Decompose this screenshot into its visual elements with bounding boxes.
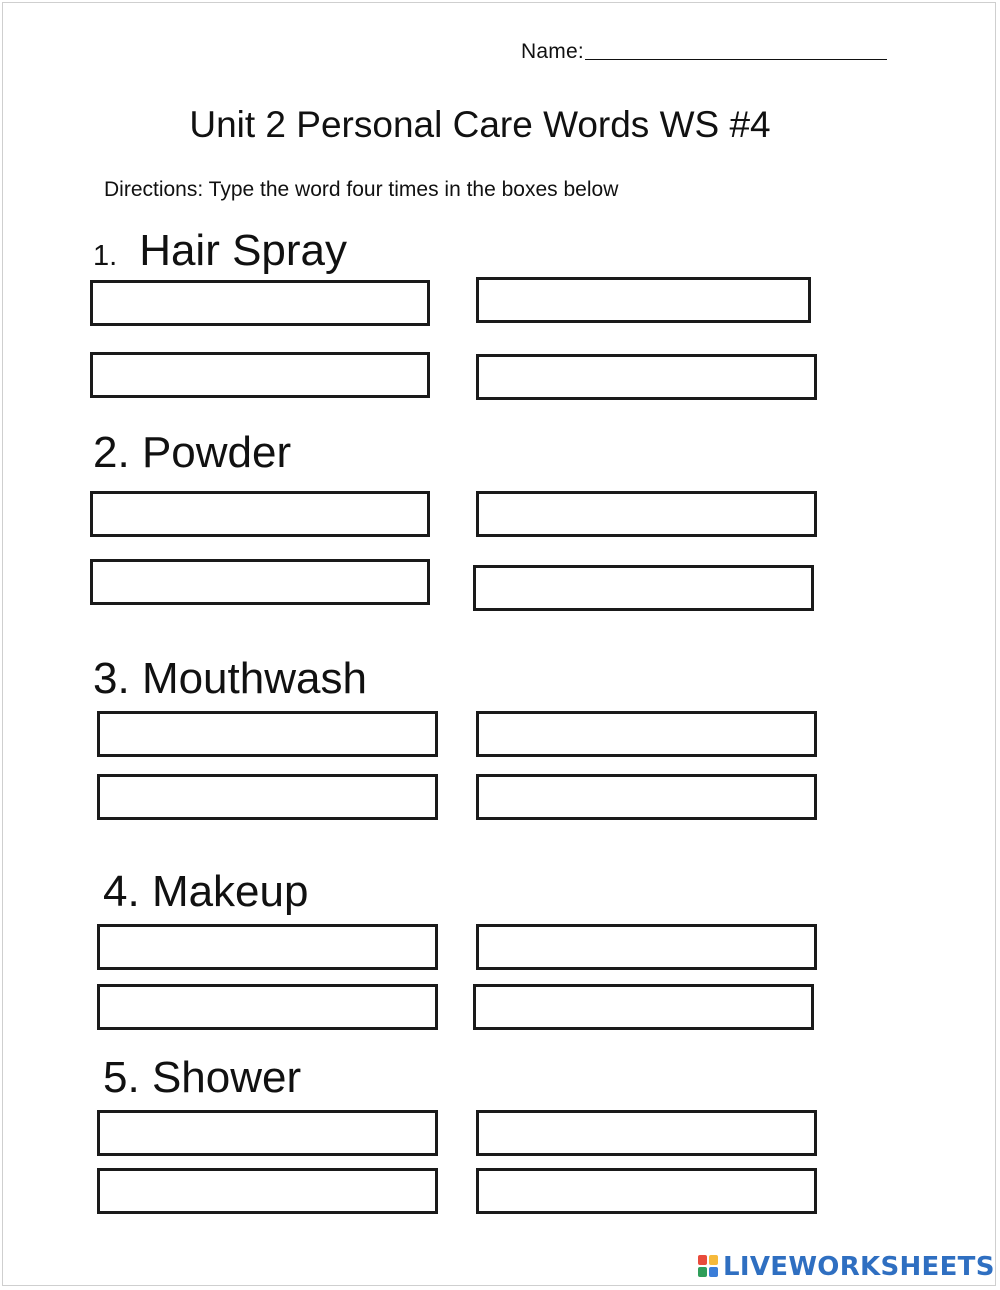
word-number: 1. (93, 240, 118, 272)
word-text: Mouthwash (141, 654, 367, 703)
answer-box-3-4[interactable] (476, 774, 817, 820)
word-number: 4. (103, 867, 140, 916)
logo-square-red (698, 1255, 707, 1265)
word-text: Powder (141, 428, 292, 477)
word-text: Makeup (151, 867, 309, 916)
name-field-label (521, 40, 887, 64)
answer-box-4-2[interactable] (476, 924, 817, 970)
word-text: Hair Spray (139, 226, 348, 275)
word-number: 5. (103, 1053, 140, 1102)
word-number: 3. (93, 654, 130, 703)
word-label-2 (93, 428, 291, 478)
answer-box-4-4[interactable] (473, 984, 814, 1030)
word-text: Shower (151, 1053, 302, 1102)
word-number: 2. (93, 428, 130, 477)
answer-box-5-3[interactable] (97, 1168, 438, 1214)
directions-text: Directions: Type the word four times in the boxes below (104, 178, 619, 201)
answer-box-2-1[interactable] (90, 491, 430, 537)
answer-box-3-1[interactable] (97, 711, 438, 757)
answer-box-4-1[interactable] (97, 924, 438, 970)
answer-box-5-1[interactable] (97, 1110, 438, 1156)
answer-box-1-2[interactable] (476, 277, 811, 323)
answer-box-1-1[interactable] (90, 280, 430, 326)
word-label-3 (93, 654, 367, 704)
worksheet-title: Unit 2 Personal Care Words WS #4 (189, 104, 771, 145)
name-blank-line (585, 41, 887, 60)
word-label-4 (103, 867, 308, 917)
logo-square-blue (709, 1267, 718, 1277)
answer-box-5-4[interactable] (476, 1168, 817, 1214)
name-label: Name: (521, 40, 584, 63)
word-label-5 (103, 1053, 301, 1103)
answer-box-3-3[interactable] (97, 774, 438, 820)
logo-square-yellow (709, 1255, 718, 1265)
word-label-1 (93, 226, 347, 276)
answer-box-2-4[interactable] (473, 565, 814, 611)
answer-box-2-3[interactable] (90, 559, 430, 605)
answer-box-2-2[interactable] (476, 491, 817, 537)
answer-box-1-4[interactable] (476, 354, 817, 400)
liveworksheets-logo-icon (698, 1255, 720, 1279)
answer-box-4-3[interactable] (97, 984, 438, 1030)
logo-text: LIVEWORKSHEETS (723, 1252, 995, 1282)
answer-box-1-3[interactable] (90, 352, 430, 398)
answer-box-3-2[interactable] (476, 711, 817, 757)
answer-box-5-2[interactable] (476, 1110, 817, 1156)
liveworksheets-logo (698, 1252, 995, 1282)
logo-square-green (698, 1267, 707, 1277)
